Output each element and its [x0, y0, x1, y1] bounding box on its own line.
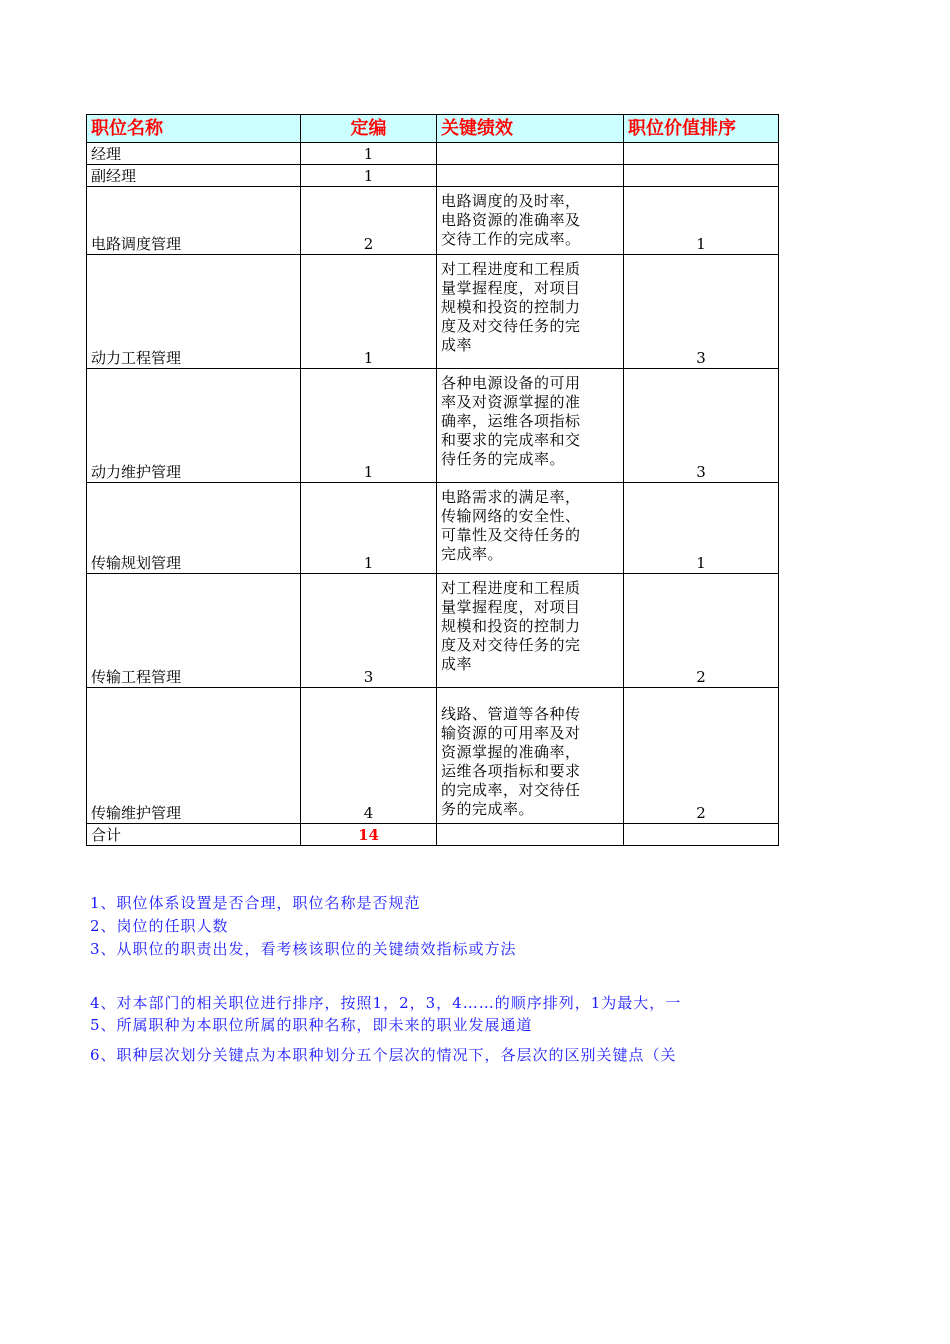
kpi-cell: 各种电源设备的可用 率及对资源掌握的准 确率，运维各项指标 和要求的完成率和交 待任务的完成率。: [437, 369, 624, 483]
note-6: 6、职种层次划分关键点为本职种划分五个层次的情况下，各层次的区别关键点（关: [90, 1046, 677, 1064]
kpi-cell: 对工程进度和工程质 量掌握程度，对项目 规模和投资的控制力 度及对交待任务的完 成率: [437, 255, 624, 369]
rank-cell: 3: [624, 255, 779, 369]
position-name-cell: 动力工程管理: [87, 255, 301, 369]
position-name-cell: 传输维护管理: [87, 688, 301, 824]
table-row: [87, 187, 779, 255]
rank-cell: 2: [624, 574, 779, 688]
table-row: [87, 574, 779, 688]
kpi-cell: 电路需求的满足率， 传输网络的安全性、 可靠性及交待任务的 完成率。: [437, 483, 624, 574]
headcount-cell: 4: [301, 688, 437, 824]
position-name-cell: 电路调度管理: [87, 187, 301, 255]
position-name-cell: 传输规划管理: [87, 483, 301, 574]
position-name-cell: 传输工程管理: [87, 574, 301, 688]
table-row: [87, 165, 779, 187]
header-position-name: 职位名称: [87, 115, 301, 143]
table-row: [87, 255, 779, 369]
table-row: [87, 369, 779, 483]
table-row: [87, 688, 779, 824]
note-5: 5、所属职种为本职位所属的职种名称，即未来的职业发展通道: [90, 1016, 533, 1034]
headcount-cell: 1: [301, 483, 437, 574]
header-row: [87, 115, 779, 143]
total-kpi-empty: [437, 824, 624, 846]
headcount-cell: 1: [301, 143, 437, 165]
total-row: [87, 824, 779, 846]
position-name-cell: 经理: [87, 143, 301, 165]
headcount-cell: 1: [301, 165, 437, 187]
headcount-cell: 1: [301, 369, 437, 483]
rank-cell: 1: [624, 187, 779, 255]
kpi-cell: 线路、管道等各种传 输资源的可用率及对 资源掌握的准确率， 运维各项指标和要求 的完成率，对交待任 务的完成率。: [437, 688, 624, 824]
kpi-cell: [437, 143, 624, 165]
note-3: 3、从职位的职责出发，看考核该职位的关键绩效指标或方法: [90, 940, 517, 958]
header-headcount: 定编: [301, 115, 437, 143]
headcount-cell: 3: [301, 574, 437, 688]
note-4: 4、对本部门的相关职位进行排序，按照1，2，3，4……的顺序排列，1为最大，一: [90, 994, 682, 1012]
rank-cell: [624, 165, 779, 187]
total-rank-empty: [624, 824, 779, 846]
rank-cell: 2: [624, 688, 779, 824]
header-value-rank: 职位价值排序: [624, 115, 779, 143]
rank-cell: [624, 143, 779, 165]
position-name-cell: 动力维护管理: [87, 369, 301, 483]
kpi-cell: 电路调度的及时率， 电路资源的准确率及 交待工作的完成率。: [437, 187, 624, 255]
note-2: 2、岗位的任职人数: [90, 917, 229, 935]
kpi-cell: [437, 165, 624, 187]
total-label: 合计: [87, 824, 301, 846]
rank-cell: 3: [624, 369, 779, 483]
headcount-cell: 2: [301, 187, 437, 255]
table-row: [87, 483, 779, 574]
table-row: [87, 143, 779, 165]
header-key-performance: 关键绩效: [437, 115, 624, 143]
note-1: 1、职位体系设置是否合理，职位名称是否规范: [90, 894, 421, 912]
position-name-cell: 副经理: [87, 165, 301, 187]
rank-cell: 1: [624, 483, 779, 574]
kpi-cell: 对工程进度和工程质 量掌握程度，对项目 规模和投资的控制力 度及对交待任务的完 成率: [437, 574, 624, 688]
total-headcount: 14: [301, 824, 437, 846]
headcount-cell: 1: [301, 255, 437, 369]
position-table: [86, 114, 779, 846]
